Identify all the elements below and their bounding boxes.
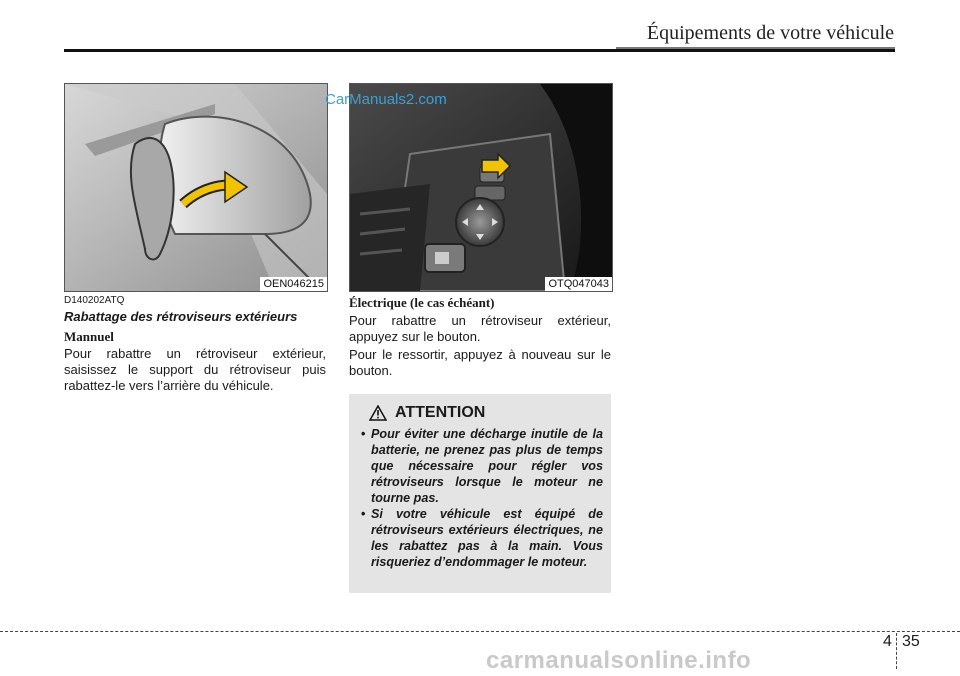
warning-item-text: Pour éviter une décharge inutile de la batterie, ne prenez pas plus de temps que nécessaire pour régler vos rétroviseurs lorsque le moteur ne tourne pas. xyxy=(371,427,603,505)
figure-code: OEN046215 xyxy=(260,277,327,291)
electric-paragraph-1: Pour rabattre un rétroviseur extérieur, appuyez sur le bouton. xyxy=(349,313,611,344)
electric-mirror-switch-illustration xyxy=(349,83,613,292)
section-id: D140202ATQ xyxy=(64,295,125,306)
warning-header xyxy=(369,404,485,422)
electric-subheading: Électrique (le cas échéant) xyxy=(349,295,495,310)
manual-subheading: Mannuel xyxy=(64,329,114,344)
manual-mirror-illustration xyxy=(64,83,328,292)
footer-rule xyxy=(0,631,960,632)
chapter-number: 4 xyxy=(883,633,892,650)
warning-list xyxy=(361,426,603,570)
watermark-link[interactable]: CarManuals2.com xyxy=(325,91,447,108)
mirror-drawing xyxy=(65,84,327,291)
header-rule xyxy=(64,49,895,52)
warning-title: ATTENTION xyxy=(395,404,486,421)
section-title: Rabattage des rétroviseurs extérieurs xyxy=(64,309,298,324)
figure-code: OTQ047043 xyxy=(545,277,612,291)
switch-panel-drawing xyxy=(350,84,612,291)
bullet-icon: • xyxy=(361,427,366,441)
electric-paragraph-2: Pour le ressortir, appuyez à nouveau sur le bouton. xyxy=(349,347,611,378)
bullet-icon: • xyxy=(361,507,366,521)
warning-item xyxy=(361,426,603,506)
warning-box xyxy=(349,394,611,593)
warning-triangle-icon xyxy=(369,405,387,421)
manual-paragraph: Pour rabattre un rétroviseur extérieur, saisissez le support du rétroviseur puis rabattez-le vers l’arrière du véhicule. xyxy=(64,346,326,393)
running-header-title: Équipements de votre véhicule xyxy=(646,22,894,44)
warning-item-text: Si votre véhicule est équipé de rétroviseurs extérieurs électriques, ne les rabattez pas à la main. Vous risqueriez d’endommager le moteur. xyxy=(371,507,603,569)
page-number-divider xyxy=(896,633,897,669)
site-watermark: carmanualsonline.info xyxy=(486,647,752,674)
warning-item xyxy=(361,506,603,570)
page-number: 35 xyxy=(902,633,920,650)
